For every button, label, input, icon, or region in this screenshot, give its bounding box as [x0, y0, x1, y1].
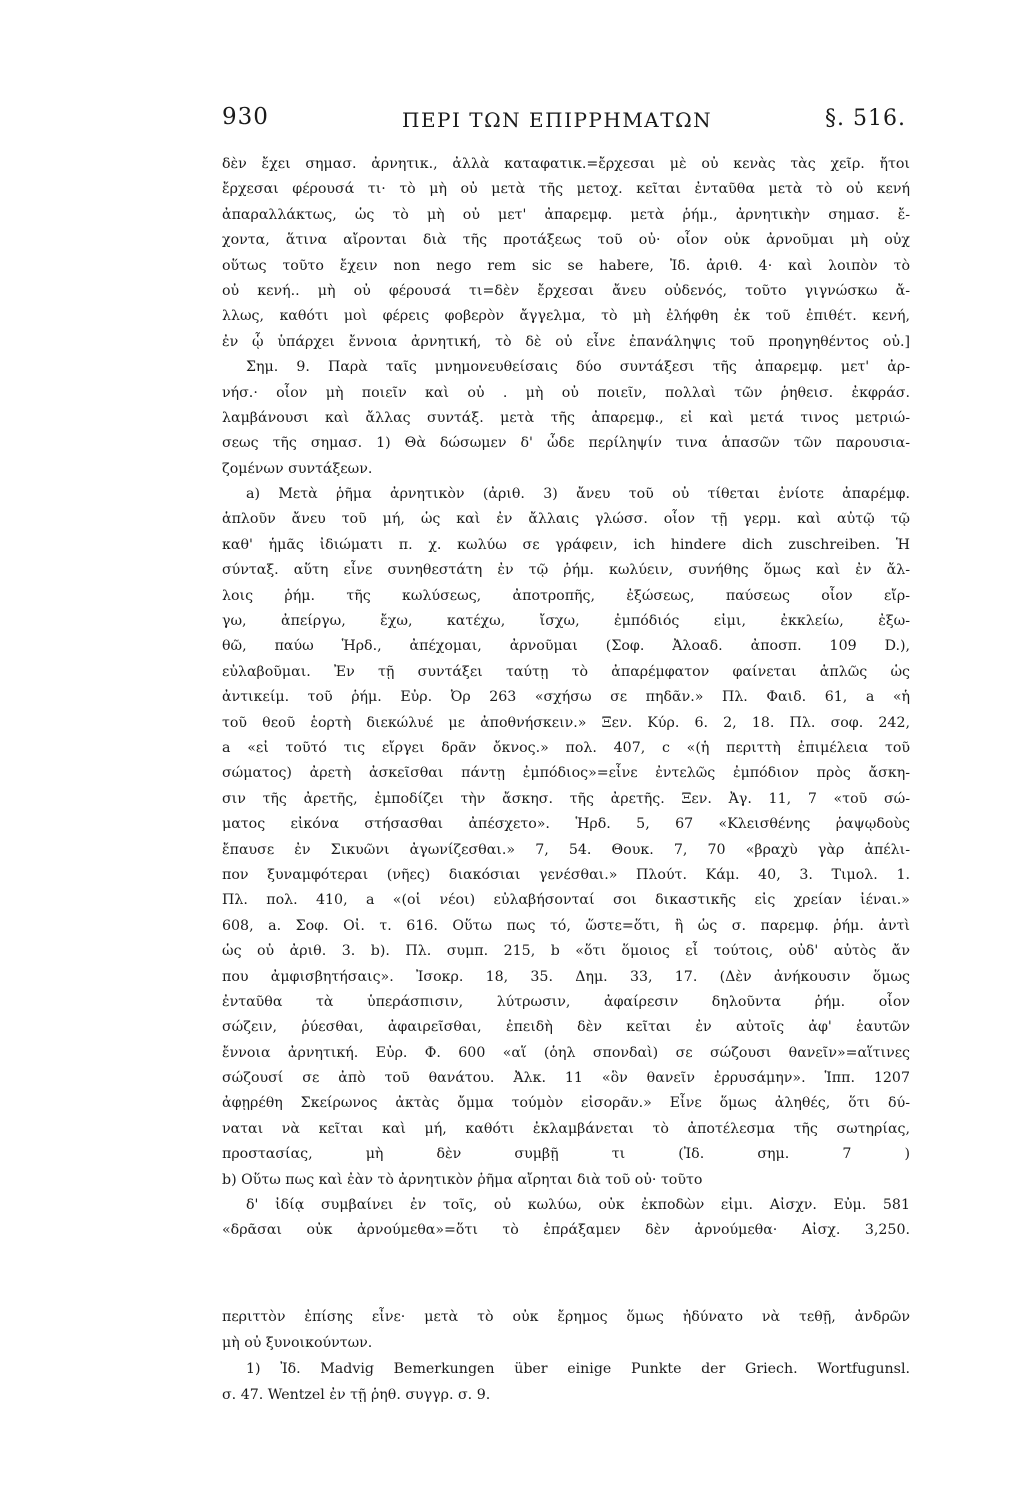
text-line: ναται νὰ κεῖται καὶ μή, καθότι ἐκλαμβάνεται τὸ ἀποτέλεσμα τῆς σωτηρίας,	[222, 1120, 910, 1137]
text-line: γω, ἀπείργω, ἔχω, κατέχω, ἴσχω, ἐμπόδιός εἰμι, ἐκκλείω, ἐξω-	[222, 613, 910, 630]
footnotes	[222, 1304, 910, 1408]
text-line: ἁπλοῦν ἄνευ τοῦ μή, ὡς καὶ ἐν ἄλλαις γλώσσ. οἷον τῇ γερμ. καὶ αὐτῷ τῷ	[222, 511, 910, 528]
text-line: που ἀμφισβητήσαις». Ἰσοκρ. 18, 35. Δημ. 33, 17. (Δὲν ἀνήκουσιν ὅμως	[222, 968, 910, 985]
text-line: a «εἰ τοῦτό τις εἴργει δρᾶν ὄκνος.» πολ. 407, c «(ἡ περιττὴ ἐπιμέλεια τοῦ	[222, 739, 910, 756]
text-line: σώζουσί σε ἀπὸ τοῦ θανάτου. Ἀλκ. 11 «ὃν θανεῖν ἐρρυσάμην». Ἱππ. 1207	[222, 1070, 910, 1087]
text-line: ἐν ᾧ ὑπάρχει ἔννοια ἀρνητική, τὸ δὲ οὐ εἶνε ἐπανάληψις τοῦ προηγηθέντος οὐ.]	[222, 333, 910, 350]
text-line: θῶ, παύω Ἡρδ., ἀπέχομαι, ἀρνοῦμαι (Σοφ. Ἀλοαδ. ἀποσπ. 109 D.),	[222, 638, 910, 655]
text-line: σώματος) ἀρετὴ ἀσκεῖσθαι πάντῃ ἐμπόδιος»=εἶνε ἐντελῶς ἐμπόδιον πρὸς ἄσκη-	[222, 765, 910, 782]
page-number: 930	[222, 104, 269, 130]
text-line: οὐ κενή.. μὴ οὐ φέρουσά τι=δὲν ἔρχεσαι ἄνευ οὐδενός, τοῦτο γιγνώσκω ἄ-	[222, 282, 910, 299]
text-line: b) Οὕτω πως καὶ ἐὰν τὸ ἀρνητικὸν ῥῆμα αἴρηται διὰ τοῦ οὐ· τοῦτο	[222, 1171, 703, 1188]
text-line: δὲν ἔχει σημασ. ἀρνητικ., ἀλλὰ καταφατικ.=ἔρχεσαι μὲ οὐ κενὰς τὰς χεῖρ. ἤτοι	[222, 156, 910, 172]
text-line: a) Μετὰ ῥῆμα ἀρνητικὸν (ἀριθ. 3) ἄνευ τοῦ οὐ τίθεται ἐνίοτε ἀπαρέμφ.	[246, 486, 910, 503]
text-line: προστασίας, μὴ δὲν συμβῇ τι (Ἰδ. σημ. 7 )	[222, 1146, 910, 1163]
footnote-line: 1) Ἰδ. Madvig Bemerkungen über einige Punkte der Griech. Wortfugunsl.	[246, 1361, 910, 1377]
text-line: λαμβάνουσι καὶ ἄλλας συντάξ. μετὰ τῆς ἀπαρεμφ., εἰ καὶ μετά τινος μετριώ-	[222, 409, 910, 426]
text-line: σιν τῆς ἀρετῆς, ἐμποδίζει τὴν ἄσκησ. τῆς ἀρετῆς. Ξεν. Ἀγ. 11, 7 «τοῦ σώ-	[222, 790, 910, 807]
text-line: νήσ.· οἷον μὴ ποιεῖν καὶ οὐ . μὴ οὐ ποιεῖν, πολλαὶ τῶν ῥηθεισ. ἐκφράσ.	[222, 384, 910, 401]
text-line: σεως τῆς σημασ. 1) Θὰ δώσωμεν δ' ὧδε περίληψίν τινα ἁπασῶν τῶν παρουσια-	[222, 435, 910, 452]
text-line: «δρᾶσαι οὐκ ἀρνούμεθα»=ὅτι τὸ ἐπράξαμεν δὲν ἀρνούμεθα· Αἰσχ. 3,250.	[222, 1222, 910, 1239]
text-line: ζομένων συντάξεων.	[222, 460, 373, 477]
text-line: οὕτως τοῦτο ἔχειν non nego rem sic se habere, Ἰδ. ἀριθ. 4· καὶ λοιπὸν τὸ	[222, 257, 910, 274]
text-line: ἀντικείμ. τοῦ ῥήμ. Εὐρ. Ὀρ 263 «σχήσω σε πηδᾶν.» Πλ. Φαιδ. 61, a «ἡ	[222, 689, 910, 706]
text-line: σύνταξ. αὕτη εἶνε συνηθεστάτη ἐν τῷ ῥήμ. κωλύειν, συνήθης ὅμως καὶ ἐν ἄλ-	[222, 562, 910, 579]
text-line: Σημ. 9. Παρὰ ταῖς μνημονευθείσαις δύο συντάξεσι τῆς ἀπαρεμφ. μετ' ἀρ-	[246, 359, 910, 376]
text-line: ἔννοια ἀρνητική. Εὐρ. Φ. 600 «αἵ (ὁηλ σπονδαὶ) σε σώζουσι θανεῖν»=αἵτινες	[222, 1044, 910, 1061]
page-header	[222, 104, 912, 144]
footnote-line: περιττὸν ἐπίσης εἶνε· μετὰ τὸ οὐκ ἔρημος ὅμως ἠδύνατο νὰ τεθῇ, ἀνδρῶν	[222, 1309, 910, 1325]
text-line: δ' ἰδίᾳ συμβαίνει ἐν τοῖς, οὐ κωλύω, οὐκ ἐκποδὼν εἰμι. Αἰσχν. Εὐμ. 581	[246, 1197, 910, 1214]
text-line: λοις ῥήμ. τῆς κωλύσεως, ἀποτροπῆς, ἐξώσεως, παύσεως οἷον εἴρ-	[222, 587, 910, 604]
running-title: ΠΕΡΙ ΤΩΝ ΕΠΙΡΡΗΜΑΤΩΝ	[402, 108, 713, 132]
text-line: ἐνταῦθα τὰ ὑπεράσπισιν, λύτρωσιν, ἀφαίρεσιν δηλοῦντα ῥήμ. οἷον	[222, 993, 910, 1010]
text-line: πον ξυναμφότεραι (νῆες) διακόσιαι γενέσθαι.» Πλούτ. Κάμ. 40, 3. Τιμολ. 1.	[222, 866, 910, 883]
text-line: ματος εἰκόνα στήσασθαι ἀπέσχετο». Ἡρδ. 5, 67 «Κλεισθένης ῥαψῳδοὺς	[222, 816, 910, 833]
text-line: καθ' ἡμᾶς ἰδιώματι π. χ. κωλύω σε γράφειν, ich hindere dich zuschreiben. Ἡ	[222, 536, 910, 553]
footnote-line: μὴ οὐ ξυνοικούντων.	[222, 1335, 373, 1351]
section-number: §. 516.	[825, 106, 906, 131]
text-line: τοῦ θεοῦ ἑορτὴ διεκώλυέ με ἀποθνήσκειν.» Ξεν. Κύρ. 6. 2, 18. Πλ. σοφ. 242,	[222, 714, 910, 731]
text-line: χοντα, ἅτινα αἴρονται διὰ τῆς προτάξεως τοῦ οὐ· οἷον οὐκ ἀρνοῦμαι μὴ οὐχ	[222, 232, 910, 249]
main-text	[222, 152, 910, 1244]
text-line: λλως, καθότι μοὶ φέρεις φοβερὸν ἄγγελμα, τὸ μὴ ἐλήφθη ἐκ τοῦ ἐπιθέτ. κενή,	[222, 308, 910, 325]
text-line: ὡς οὐ ἀριθ. 3. b). Πλ. συμπ. 215, b «ὅτι ὅμοιος εἶ τούτοις, οὐδ' αὐτὸς ἄν	[222, 943, 910, 960]
text-line: σώζειν, ῥύεσθαι, ἀφαιρεῖσθαι, ἐπειδὴ δὲν κεῖται ἐν αὐτοῖς ἀφ' ἑαυτῶν	[222, 1019, 910, 1036]
footnote-line: σ. 47. Wentzel ἐν τῇ ῥηθ. συγγρ. σ. 9.	[222, 1387, 491, 1403]
text-line: 608, a. Σοφ. Οἰ. τ. 616. Οὕτω πως τό, ὥστε=ὅτι, ἢ ὡς σ. παρεμφ. ῥήμ. ἀντὶ	[222, 917, 910, 934]
text-line: Πλ. πολ. 410, a «(οἱ νέοι) εὐλαβήσονταί σοι δικαστικῆς εἰς χρείαν ἰέναι.»	[222, 892, 910, 909]
text-line: εὐλαβοῦμαι. Ἐν τῇ συντάξει ταύτῃ τὸ ἀπαρέμφατον φαίνεται ἁπλῶς ὡς	[222, 663, 910, 680]
text-line: ἀφῃρέθη Σκείρωνος ἀκτὰς ὄμμα τούμὸν εἰσορᾶν.» Εἶνε ὅμως ἀληθές, ὅτι δύ-	[222, 1095, 910, 1112]
text-line: ἔρχεσαι φέρουσά τι· τὸ μὴ οὐ μετὰ τῆς μετοχ. κεῖται ἐνταῦθα μετὰ τὸ οὐ κενή	[222, 181, 910, 198]
text-line: ἔπαυσε ἐν Σικυῶνι ἀγωνίζεσθαι.» 7, 54. Θουκ. 7, 70 «βραχὺ γὰρ ἀπέλι-	[222, 841, 910, 858]
text-line: ἀπαραλλάκτως, ὡς τὸ μὴ οὐ μετ' ἀπαρεμφ. μετὰ ῥήμ., ἀρνητικὴν σημασ. ἔ-	[222, 206, 910, 223]
